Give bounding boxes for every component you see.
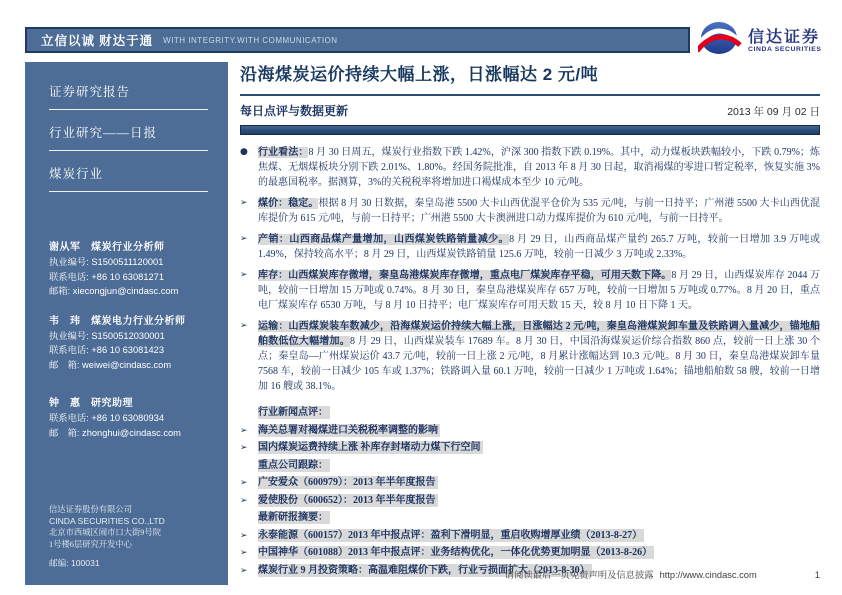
arrow-icon: ➢ — [240, 530, 248, 541]
analyst-phone: 联系电话: +86 10 63081423 — [49, 345, 164, 355]
report-digest-text: 煤炭行业 9 月投资策略：高温难阻煤价下跌，行业亏损面扩大（2013-8-30） — [258, 564, 590, 576]
analyst-block — [49, 312, 208, 373]
company-tracking-heading: 重点公司跟踪： — [258, 459, 328, 471]
gutter-spacer — [240, 459, 258, 473]
arrow-icon: ➢ — [240, 234, 248, 244]
sidebar-item-industry: 煤炭行业 — [49, 164, 208, 192]
slogan-chinese: 立信以诚 财达于通 — [41, 34, 154, 48]
section-text: 8 月 29 日，山西商品煤产量约 265.7 万吨，较前一日增加 3.9 万吨或 1.49%，保持较高水平；8 月 29 日，山西煤炭铁路销量 125.6 万吨，较前一日减少 3 万吨或 2.33%。 — [258, 234, 820, 260]
company-tracking-text: 爱使股份（600652）：2013 年半年度报告 — [258, 494, 436, 506]
analyst-list — [49, 238, 208, 440]
page-number: 1 — [814, 570, 820, 581]
report-digest-text: 永泰能源（600157）2013 年中报点评：盈利下滑明显，重启收购增厚业绩（2013-8-27） — [258, 529, 643, 541]
section-label: 煤价：稳定。 — [258, 198, 319, 209]
analyst-email: 邮箱: xiecongjun@cindasc.com — [49, 286, 179, 296]
section-paragraph — [258, 268, 820, 313]
arrow-icon: ➢ — [240, 270, 248, 280]
subtitle-row — [240, 102, 820, 119]
report-digest-text: 中国神华（601088）2013 年中报点评：业务结构优化，一体化优势更加明显（2013-8-26） — [258, 547, 653, 558]
section-paragraph — [258, 145, 820, 190]
report-subtitle: 每日点评与数据更新 — [240, 104, 349, 118]
company-tracking-text: 广安爱众（600979）：2013 年半年度报告 — [258, 477, 436, 488]
arrow-icon: ➢ — [240, 443, 248, 453]
company-tracking-item — [240, 494, 820, 508]
news-comment-block — [240, 406, 820, 578]
report-body — [240, 145, 820, 578]
analyst-name: 钟 惠 研究助理 — [49, 398, 133, 409]
slogan-english: WITH INTEGRITY.WITH COMMUNICATION — [163, 35, 338, 45]
report-digest-item — [240, 546, 820, 560]
cinda-logo-text — [748, 29, 822, 53]
section-label: 运输：山西煤炭装车数减少，沿海煤炭运价持续大幅上涨，日涨幅达 2 元/吨，秦皇岛港煤炭卸车量及铁路调入量减少，锚地船舶数低位大幅增加。 — [258, 321, 820, 347]
company-tracking-heading-row — [240, 459, 820, 473]
analyst-email: 邮 箱: weiwei@cindasc.com — [49, 359, 172, 370]
company-address-2: 1号楼6层研究开发中心 — [49, 539, 132, 549]
arrow-icon: ➢ — [240, 425, 248, 436]
news-heading-row — [240, 406, 820, 420]
section-production-sales — [240, 232, 820, 262]
analyst-email: 邮 箱: zhonghui@cindasc.com — [49, 427, 181, 438]
cinda-logo — [698, 20, 830, 62]
news-item-text: 海关总署对褐煤进口关税税率调整的影响 — [258, 424, 438, 436]
bullet-icon: ● — [240, 147, 248, 157]
cinda-logo-icon — [698, 18, 742, 65]
arrow-icon: ➢ — [240, 548, 248, 558]
report-digest-heading: 最新研报摘要： — [258, 512, 328, 523]
page-footer — [240, 567, 820, 581]
news-item — [240, 424, 820, 438]
analyst-phone: 联系电话: +86 10 63080934 — [49, 413, 164, 423]
section-label: 产销：山西商品煤产量增加，山西煤炭铁路销量减少。 — [258, 234, 510, 245]
report-date: 2013 年 09 月 02 日 — [727, 106, 820, 118]
arrow-icon: ➢ — [240, 478, 248, 488]
report-title: 沿海煤炭运价持续大幅上涨，日涨幅达 2 元/吨 — [240, 65, 599, 84]
logo-name-en: CINDA SECURITIES — [748, 46, 822, 53]
section-label: 行业看法： — [258, 147, 309, 158]
news-item — [240, 441, 820, 455]
company-name-cn: 信达证券股份有限公司 — [49, 505, 132, 514]
section-paragraph — [258, 232, 820, 262]
section-divider-bar — [240, 125, 820, 135]
arrow-icon: ➢ — [240, 321, 248, 331]
gutter-spacer — [240, 406, 258, 420]
section-label: 库存：山西煤炭库存微增，秦皇岛港煤炭库存微增，重点电厂煤炭库存平稳，可用天数下降。 — [258, 270, 672, 281]
company-address-1: 北京市西城区闹市口大街9号院 — [49, 528, 162, 537]
website-link[interactable]: http://www.cindasc.com — [659, 570, 757, 580]
section-text: 8 月 30 日周五，煤炭行业指数下跌 1.42%，沪深 300 指数下跌 0.19%。其中，动力煤板块跌幅较小，下跌 0.79%；炼焦煤、无烟煤板块分别下跌 2.01%、1.80%。经国务院批准，自 2013 年 8 月 30 日起，取消褐煤的零进口暂定税率，恢复实施 3%的最惠国税率。据测算，3%的关税税率将增加进口褐煤成本至少 10 元/吨。 — [258, 147, 820, 188]
section-paragraph — [258, 319, 820, 394]
section-industry-view — [240, 145, 820, 190]
top-slogan-bar — [25, 27, 690, 53]
analyst-phone: 联系电话: +86 10 63081271 — [49, 271, 164, 282]
arrow-icon: ➢ — [240, 495, 248, 506]
logo-name-cn: 信达证券 — [748, 29, 821, 46]
analyst-block — [49, 238, 208, 299]
arrow-icon: ➢ — [240, 565, 248, 576]
news-heading: 行业新闻点评： — [258, 407, 328, 418]
analyst-license: 执业编号: S1500512030001 — [49, 330, 165, 341]
section-text: 8 月 29 日，山西煤炭装车 17689 车。8 月 30 日，中国沿海煤炭运价综合指数 860 点，较前一日上涨 30 个点；秦皇岛—广州煤炭运价 43.7 元/吨，较前一日上涨 2 元/吨，8 月累计涨幅达到 10.3 元/吨。8 月 30 日，秦皇岛港煤炭卸车量 7568 车，较前一日减少 105 车或 1.37%；铁路调入量 60.1 万吨，较前一日减少 1 万吨或 1.64%；锚地船舶数 58 艘，较前一日增加 16 艘或 38.1%。 — [258, 336, 821, 392]
main-content — [240, 60, 820, 581]
gutter-spacer — [240, 511, 258, 525]
arrow-icon: ➢ — [240, 198, 248, 208]
sidebar — [25, 62, 228, 585]
section-inventory — [240, 268, 820, 313]
section-coal-price — [240, 196, 820, 226]
company-info — [49, 504, 208, 569]
section-paragraph — [258, 196, 820, 226]
section-text: 根据 8 月 30 日数据，秦皇岛港 5500 大卡山西优混平仓价为 535 元/吨，与前一日持平；广州港 5500 大卡山西优混库提价为 615 元/吨，与前一日持平；广州港 5500 大卡澳洲进口动力煤库提价为 610 元/吨，与前一日持平。 — [258, 198, 820, 224]
analyst-license: 执业编号: S1500511120001 — [49, 257, 164, 267]
title-divider — [240, 94, 820, 96]
company-name-en: CINDA SECURITIES CO.,LTD — [49, 515, 165, 526]
news-item-text: 国内煤炭运费持续上涨 补库存封堵动力煤下行空间 — [258, 442, 481, 453]
analyst-block — [49, 394, 208, 440]
section-text: 8 月 29 日，山西煤炭库存 2044 万吨，较前一日增加 15 万吨或 0.74%。8 月 30 日，秦皇岛港煤炭库存 657 万吨，较前一日增加 5 万吨或 0.77%。8 月 20 日，重点电厂煤炭库存 6530 万吨，与 8 月 10 日持平；电厂煤炭库存可用天数 15 天，较 8 月 10 日下降 1 天。 — [258, 270, 821, 311]
report-digest-heading-row — [240, 511, 820, 525]
report-digest-item — [240, 529, 820, 543]
section-transport — [240, 319, 820, 394]
company-tracking-item — [240, 476, 820, 490]
analyst-name: 谢从军 煤炭行业分析师 — [49, 242, 165, 253]
sidebar-item-research-type: 行业研究——日报 — [49, 123, 208, 151]
analyst-name: 韦 玮 煤炭电力行业分析师 — [49, 315, 186, 327]
disclaimer-text: 请阅读最后一页免责声明及信息披露 — [504, 571, 654, 581]
company-postal-code: 邮编: 100031 — [49, 558, 100, 568]
sidebar-item-report-type: 证券研究报告 — [49, 82, 208, 110]
